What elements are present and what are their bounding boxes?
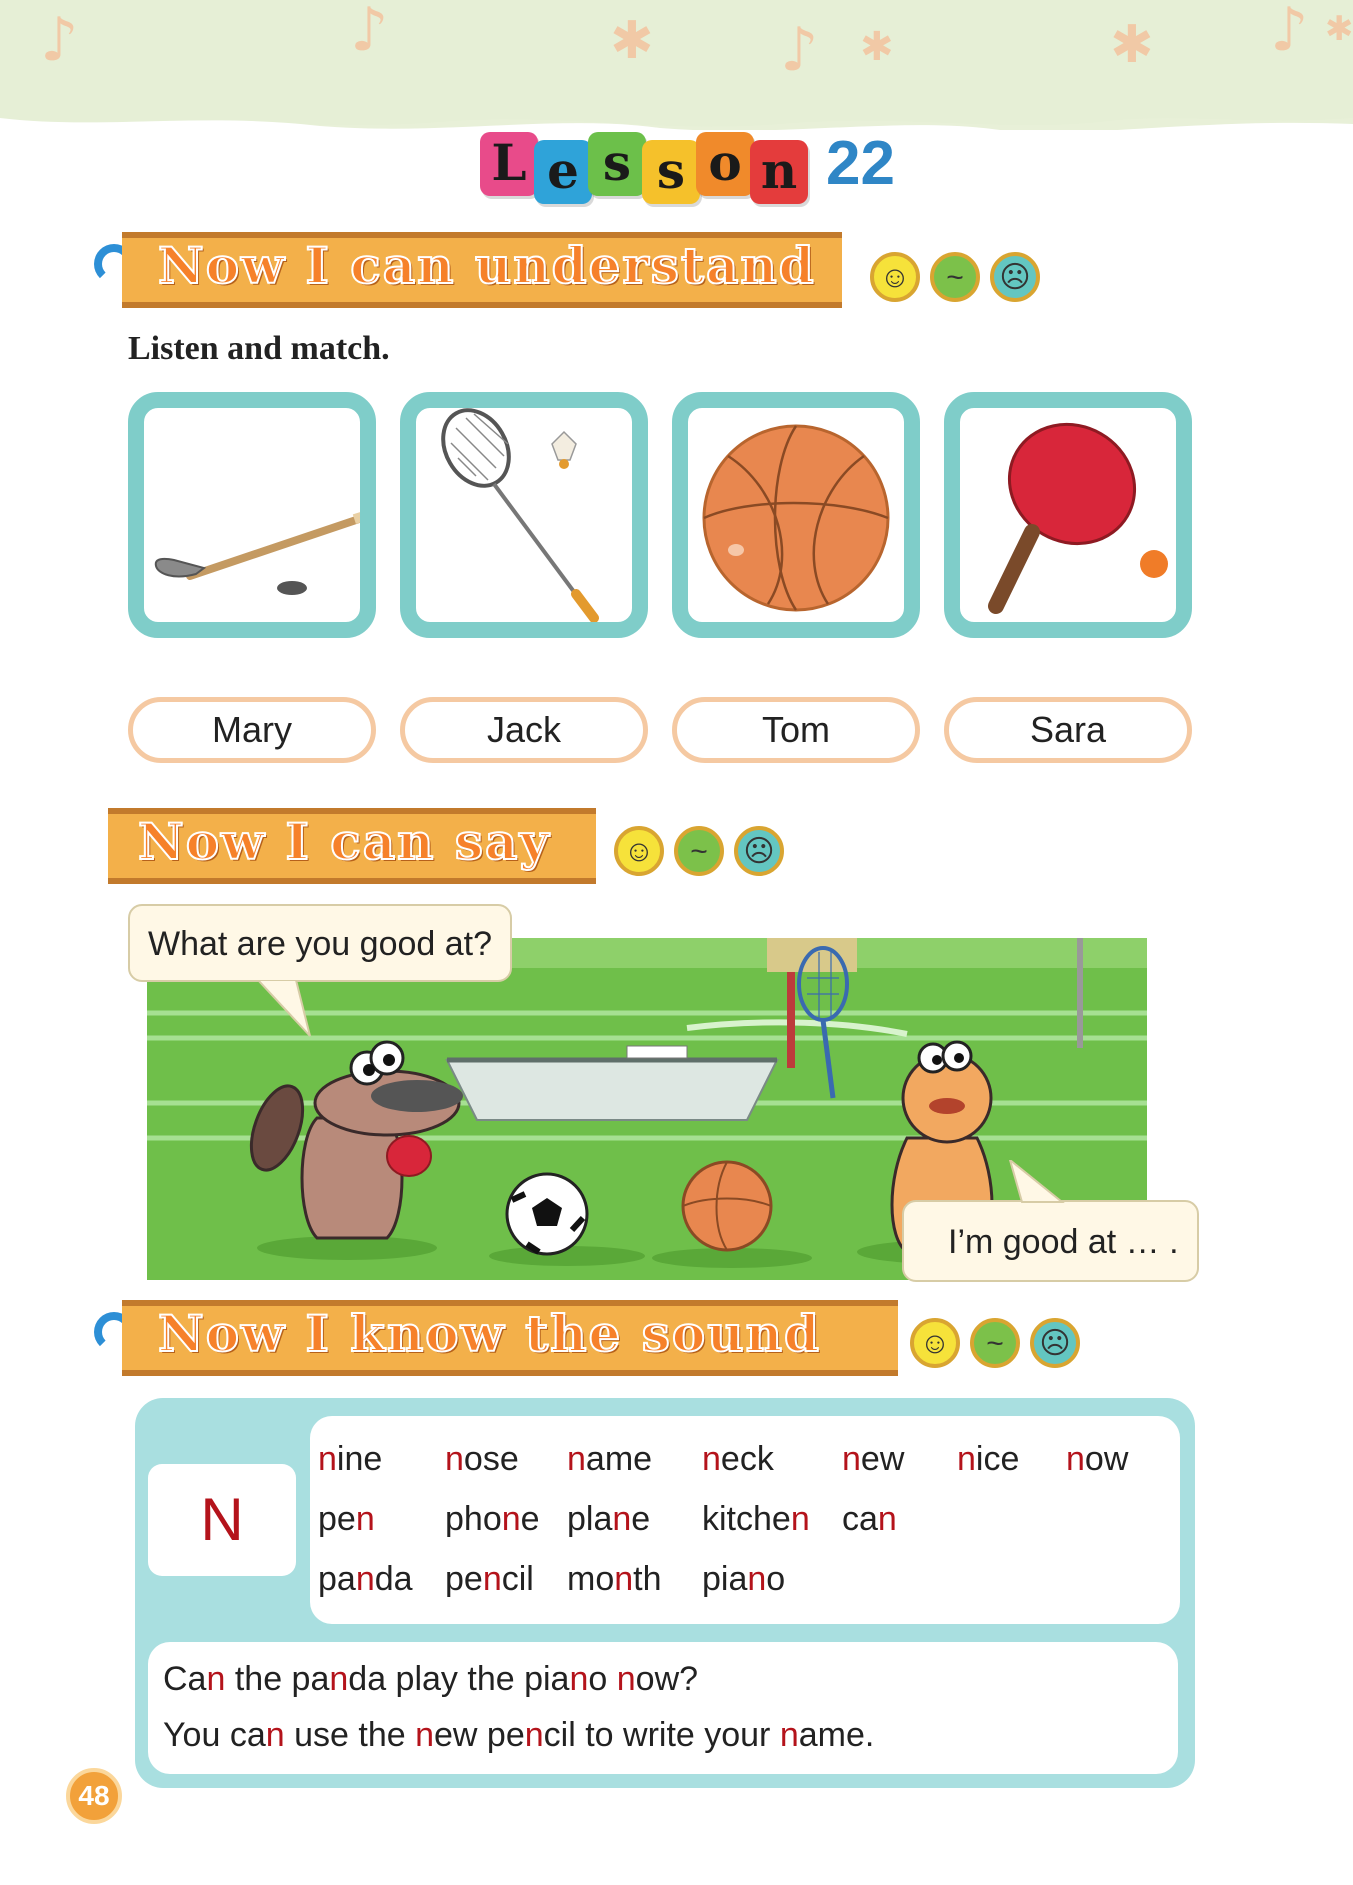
speech-bubble-answer-text: I’m good at … .: [948, 1223, 1179, 1261]
phonics-sentence-2: You can use the new pencil to write your name.: [163, 1716, 875, 1754]
phonics-word: name: [567, 1440, 653, 1478]
svg-text:♪: ♪: [40, 5, 79, 75]
speech-bubble-answer: [902, 1200, 1199, 1282]
speech-bubble-question: [128, 904, 512, 982]
phonics-word: now: [1066, 1440, 1129, 1478]
phonics-word: nice: [957, 1440, 1020, 1478]
page-number: 48: [66, 1768, 122, 1824]
svg-text:♪: ♪: [350, 0, 389, 65]
svg-text:✱: ✱: [1110, 15, 1154, 75]
lesson-letter-tile: s: [642, 140, 700, 204]
svg-text:✱: ✱: [1325, 9, 1353, 49]
picture-card-ping-pong[interactable]: [944, 392, 1192, 638]
happy-face-icon[interactable]: ☺: [614, 826, 664, 876]
svg-text:✱: ✱: [860, 24, 894, 70]
name-option-sara[interactable]: Sara: [944, 697, 1192, 763]
phonics-word: nose: [445, 1440, 519, 1478]
picture-card-basketball[interactable]: [672, 392, 920, 638]
badminton-racket-icon: [416, 408, 632, 622]
happy-face-icon[interactable]: ☺: [910, 1318, 960, 1368]
sad-face-icon[interactable]: ☹: [734, 826, 784, 876]
phonics-word: can: [842, 1500, 897, 1538]
sad-face-icon[interactable]: ☹: [990, 252, 1040, 302]
phonics-word: plane: [567, 1500, 651, 1538]
phonics-word: kitchen: [702, 1500, 810, 1538]
basketball-icon: [688, 408, 904, 622]
lesson-letter-tile: n: [750, 140, 808, 204]
section-title-sound: Now I know the sound: [158, 1304, 821, 1363]
speech-bubble-tail: [258, 980, 318, 1040]
phonics-word: phone: [445, 1500, 540, 1538]
svg-text:♪: ♪: [780, 15, 819, 85]
phonics-word: neck: [702, 1440, 774, 1478]
ping-pong-paddle-icon: [960, 408, 1176, 622]
neutral-face-icon[interactable]: ~: [674, 826, 724, 876]
section-title-say: Now I can say: [138, 812, 551, 871]
speech-bubble-question-text: What are you good at?: [148, 925, 493, 963]
phonics-word: new: [842, 1440, 905, 1478]
lesson-number: 22: [826, 129, 895, 198]
neutral-face-icon[interactable]: ~: [970, 1318, 1020, 1368]
name-option-mary[interactable]: Mary: [128, 697, 376, 763]
lesson-letter-tile: L: [480, 132, 538, 196]
phonics-sentence-1: Can the panda play the piano now?: [163, 1660, 699, 1698]
lesson-letter-tile: s: [588, 132, 646, 196]
phonics-letter: N: [148, 1464, 296, 1576]
phonics-word: pencil: [445, 1560, 534, 1598]
lesson-letter-tile: e: [534, 140, 592, 204]
picture-card-badminton[interactable]: [400, 392, 648, 638]
svg-text:✱: ✱: [610, 11, 654, 71]
picture-card-hockey[interactable]: [128, 392, 376, 638]
phonics-word: month: [567, 1560, 662, 1598]
instruction-text: Listen and match.: [128, 330, 390, 367]
phonics-word: nine: [318, 1440, 383, 1478]
decorative-header-band: [0, 0, 1353, 130]
happy-face-icon[interactable]: ☺: [870, 252, 920, 302]
phonics-word: pen: [318, 1500, 375, 1538]
phonics-word: panda: [318, 1560, 413, 1598]
phonics-word: piano: [702, 1560, 786, 1598]
lesson-letter-tile: o: [696, 132, 754, 196]
sad-face-icon[interactable]: ☹: [1030, 1318, 1080, 1368]
section-title-understand: Now I can understand: [158, 236, 816, 295]
name-option-jack[interactable]: Jack: [400, 697, 648, 763]
hockey-stick-icon: [144, 408, 360, 622]
neutral-face-icon[interactable]: ~: [930, 252, 980, 302]
name-option-tom[interactable]: Tom: [672, 697, 920, 763]
speech-bubble-tail: [1000, 1160, 1070, 1204]
svg-text:♪: ♪: [1270, 0, 1309, 65]
